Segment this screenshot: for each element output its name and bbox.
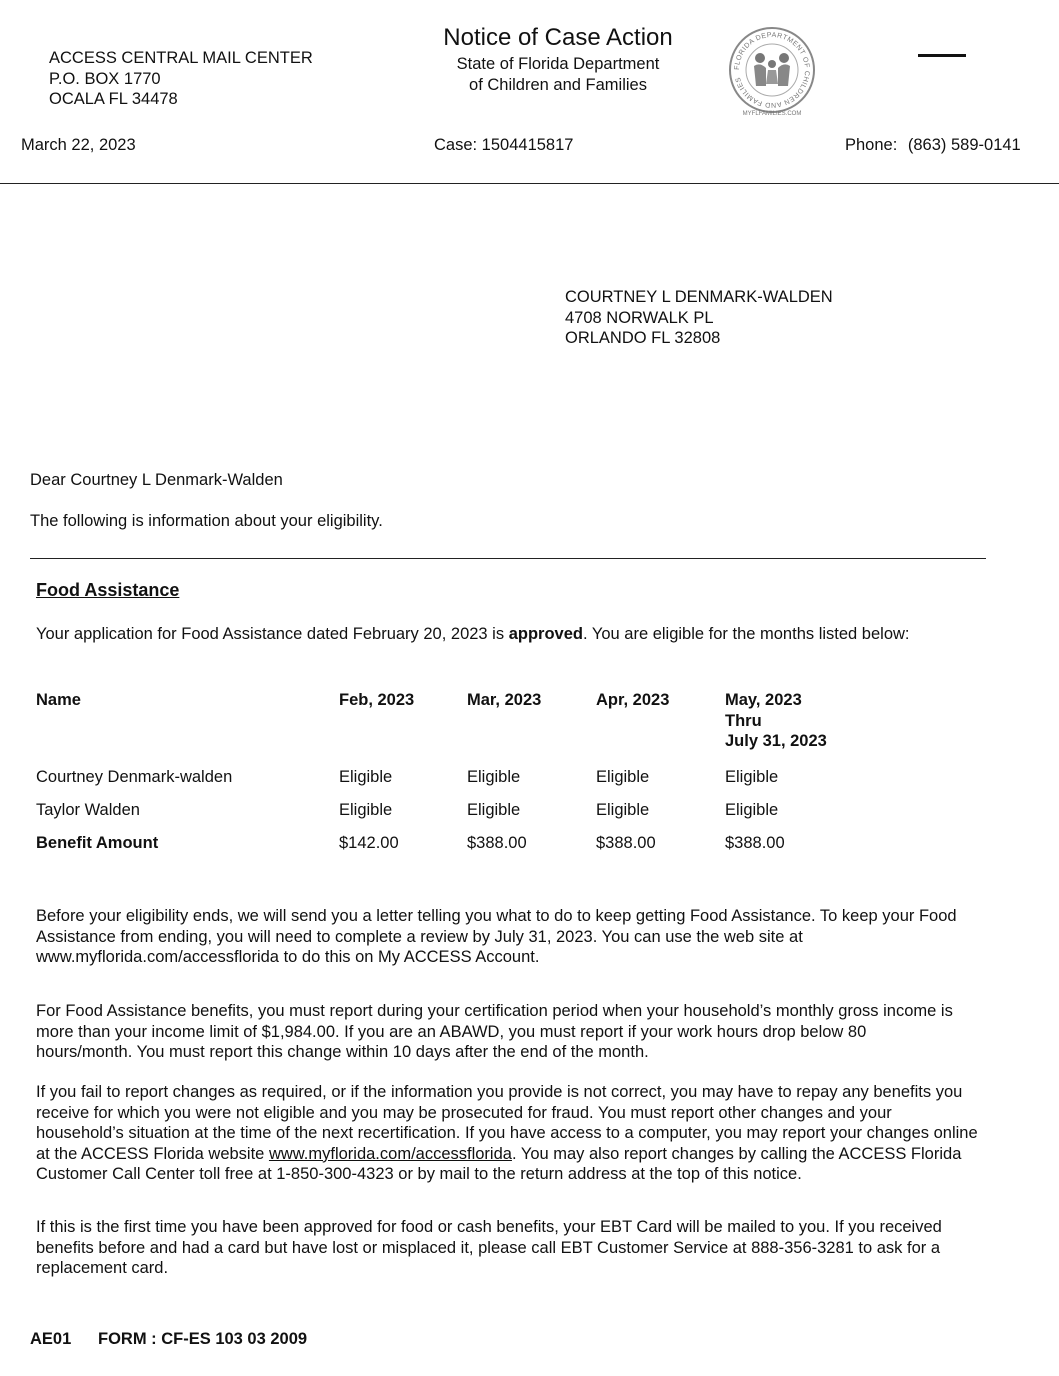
- notice-date: March 22, 2023: [21, 136, 136, 154]
- row-name: Courtney Denmark-walden: [36, 768, 233, 786]
- review-paragraph: Before your eligibility ends, we will send you a letter telling you what to do to keep getting Food Assistance. To keep your Food Assistance from ending, you will need to complete a review by July 31, 2023. You can use the web site at www.myflorida.com/accessflorida to do this on My ACCESS Account.: [36, 907, 957, 966]
- benefit-amount: $388.00: [725, 834, 785, 852]
- benefit-amount: $142.00: [339, 834, 399, 852]
- benefit-amount: $388.00: [467, 834, 527, 852]
- header-divider: [0, 183, 1059, 184]
- phone-block: [845, 136, 1021, 155]
- row-value: Eligible: [467, 801, 521, 819]
- header-range-line: July 31, 2023: [725, 732, 827, 750]
- recipient-line: ORLANDO FL 32808: [565, 329, 721, 347]
- recipient-line: 4708 NORWALK PL: [565, 308, 714, 327]
- header-month: Mar, 2023: [467, 691, 542, 709]
- section-divider: [30, 558, 986, 559]
- approval-pre: Your application for Food Assistance dated February 20, 2023 is: [36, 625, 509, 643]
- recipient-address: [565, 287, 833, 349]
- section-title: Food Assistance: [36, 580, 180, 600]
- row-name: Taylor Walden: [36, 801, 140, 819]
- agency-line: State of Florida Department: [456, 55, 660, 73]
- ebt-paragraph: If this is the first time you have been approved for food or cash benefits, your EBT Card will be mailed to you. If you received benefits before and had a card but have lost or misplaced it, please call EBT Customer Service at 888-356-3281 to ask for a replacement card.: [36, 1218, 942, 1277]
- mail-center-line: ACCESS CENTRAL MAIL CENTER: [49, 49, 313, 67]
- row-value: Eligible: [725, 768, 779, 786]
- header-month: Apr, 2023: [596, 691, 670, 709]
- intro-text: The following is information about your eligibility.: [30, 512, 383, 530]
- row-value: Eligible: [596, 768, 650, 786]
- header-name: Name: [36, 691, 81, 709]
- header-dash: [918, 54, 966, 57]
- recipient-line: COURTNEY L DENMARK-WALDEN: [565, 288, 833, 306]
- approval-text: [36, 624, 956, 645]
- row-value: Eligible: [596, 801, 650, 819]
- row-value: Eligible: [467, 768, 521, 786]
- seal-icon: [726, 24, 818, 118]
- approval-post: . You are eligible for the months listed below:: [582, 625, 910, 643]
- fail-text: If you fail to report changes as required, or if the information you provide is not correct, you may have to repay any benefits you receive for which you were not eligible and you may be prosecuted for fraud. You must report other changes and your household’s situation at the time of the next recertification. If you have access to a computer, you may report your changes online at the ACCESS Florida website: [36, 1083, 978, 1163]
- header-range: [725, 690, 827, 752]
- mail-center-line: P.O. BOX 1770: [49, 69, 161, 88]
- case-number: Case: 1504415817: [434, 136, 574, 154]
- page-title: Notice of Case Action: [443, 24, 673, 51]
- svg-text:FLORIDA DEPARTMENT OF CHILDREN: FLORIDA DEPARTMENT OF CHILDREN AND FAMILIES: [733, 31, 811, 109]
- row-value: Eligible: [339, 801, 393, 819]
- row-value: Eligible: [725, 801, 779, 819]
- row-value: Eligible: [339, 768, 393, 786]
- header-month: Feb, 2023: [339, 691, 415, 709]
- greeting: Dear Courtney L Denmark-Walden: [30, 471, 283, 489]
- row-name: Benefit Amount: [36, 834, 159, 852]
- report-paragraph: For Food Assistance benefits, you must report during your certification period when your household’s monthly gross income is more than your income limit of $1,984.00. If you are an ABAWD, you must report if your work hours drop below 80 hours/month. You must report this change within 10 days after the end of the month.: [36, 1002, 953, 1061]
- fail-paragraph: [36, 1082, 981, 1185]
- footer-code: AE01: [30, 1330, 72, 1348]
- phone-number: (863) 589-0141: [907, 136, 1021, 154]
- benefit-amount: $388.00: [596, 834, 656, 852]
- svg-text:MYFLFAMILIES.COM: MYFLFAMILIES.COM: [742, 111, 802, 117]
- header-range-line: Thru: [725, 711, 762, 730]
- agency-line: of Children and Families: [469, 75, 647, 94]
- phone-label: Phone:: [845, 136, 898, 154]
- header-range-line: May, 2023: [725, 691, 802, 709]
- footer-form: FORM : CF-ES 103 03 2009: [98, 1330, 308, 1348]
- mail-center-address: [49, 48, 313, 110]
- access-florida-link[interactable]: www.myflorida.com/accessflorida: [268, 1144, 512, 1163]
- approval-status: approved: [508, 625, 583, 643]
- mail-center-line: OCALA FL 34478: [49, 90, 178, 108]
- title-block: [408, 24, 708, 95]
- dcf-seal-logo: [726, 24, 818, 118]
- fail-text: . You may also report changes by calling the ACCESS Florida Customer Call Center toll free at 1-850-300-4323 or by mail to the return address at the top of this notice.: [36, 1144, 962, 1183]
